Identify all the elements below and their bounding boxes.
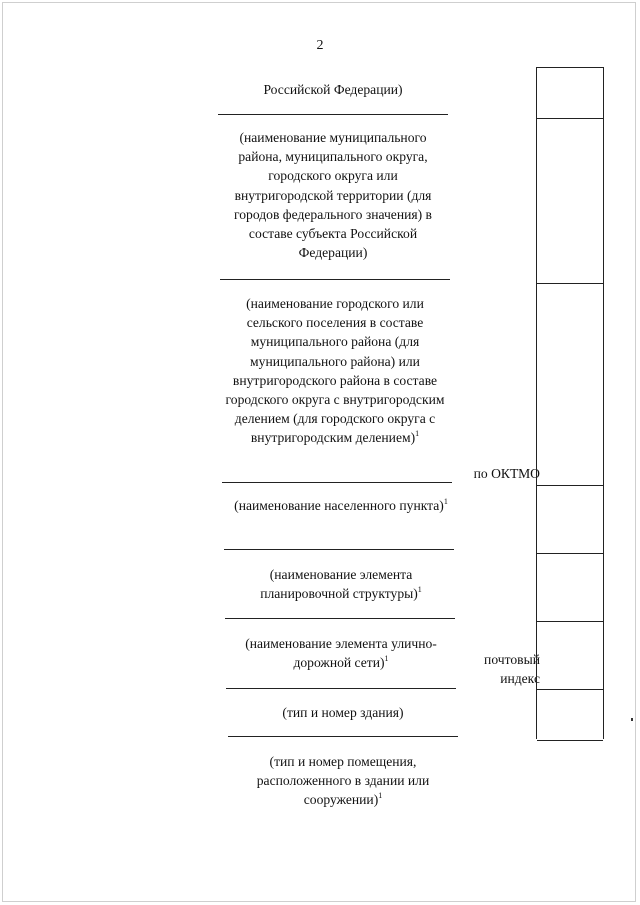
caption-text: (наименование городского или сельского поселения в составе муниципального района (для муниципального района) или внутригородского района в составе городского округа с внутригородским делением (для городского округа с внутригородским делением) [225,296,445,446]
field-underline [225,618,455,619]
field-caption-federation [218,80,448,99]
caption-text: (тип и номер здания) [282,705,404,720]
code-box-1[interactable] [537,67,603,119]
page-number: 2 [316,38,324,53]
field-caption-locality [226,496,456,515]
field-caption-settlement [220,294,450,448]
caption-text: (наименование элемента планировочной структуры) [260,567,418,602]
footnote-mark: 1 [443,497,448,506]
field-caption-municipal-district [218,128,448,262]
footnote-mark: 1 [378,791,383,801]
scan-speck [631,718,633,721]
postal-index-label-line1: почтовый [484,652,540,667]
postal-index-label-line2: индекс [500,671,540,686]
code-box-5[interactable] [537,553,603,622]
code-boxes-table [536,67,604,739]
caption-text: (наименование населенного пункта) [234,498,444,513]
caption-text: (тип и номер помещения, расположенного в здании или сооружении) [256,754,430,808]
caption-text: (наименование элемента улично-дорожной сети) [245,636,437,671]
field-underline [218,114,448,115]
footnote-mark: 1 [415,429,420,439]
postal-index-label [440,650,540,688]
field-underline [222,482,452,483]
field-underline [220,279,450,280]
code-box-2[interactable] [537,118,603,284]
code-box-4[interactable] [537,485,603,554]
footnote-mark: 1 [384,654,389,664]
caption-text: (наименование муниципального района, муниципального округа, городского округа или внутригородской территории (для городов федерального значения) в составе субъекта Российской Федерации) [234,130,432,261]
code-box-oktmo[interactable] [537,283,603,486]
code-box-postal-index[interactable] [537,621,603,690]
field-caption-building [228,703,458,722]
field-caption-street-element [226,634,456,672]
field-caption-planning-element [226,565,456,603]
field-underline [228,736,458,737]
caption-text: Российской Федерации) [263,82,403,97]
footnote-mark: 1 [417,585,422,595]
field-underline [226,688,456,689]
code-box-7[interactable] [537,689,603,741]
oktmo-label: по ОКТМО [473,466,540,481]
field-underline [224,549,454,550]
field-caption-premises [228,752,458,810]
